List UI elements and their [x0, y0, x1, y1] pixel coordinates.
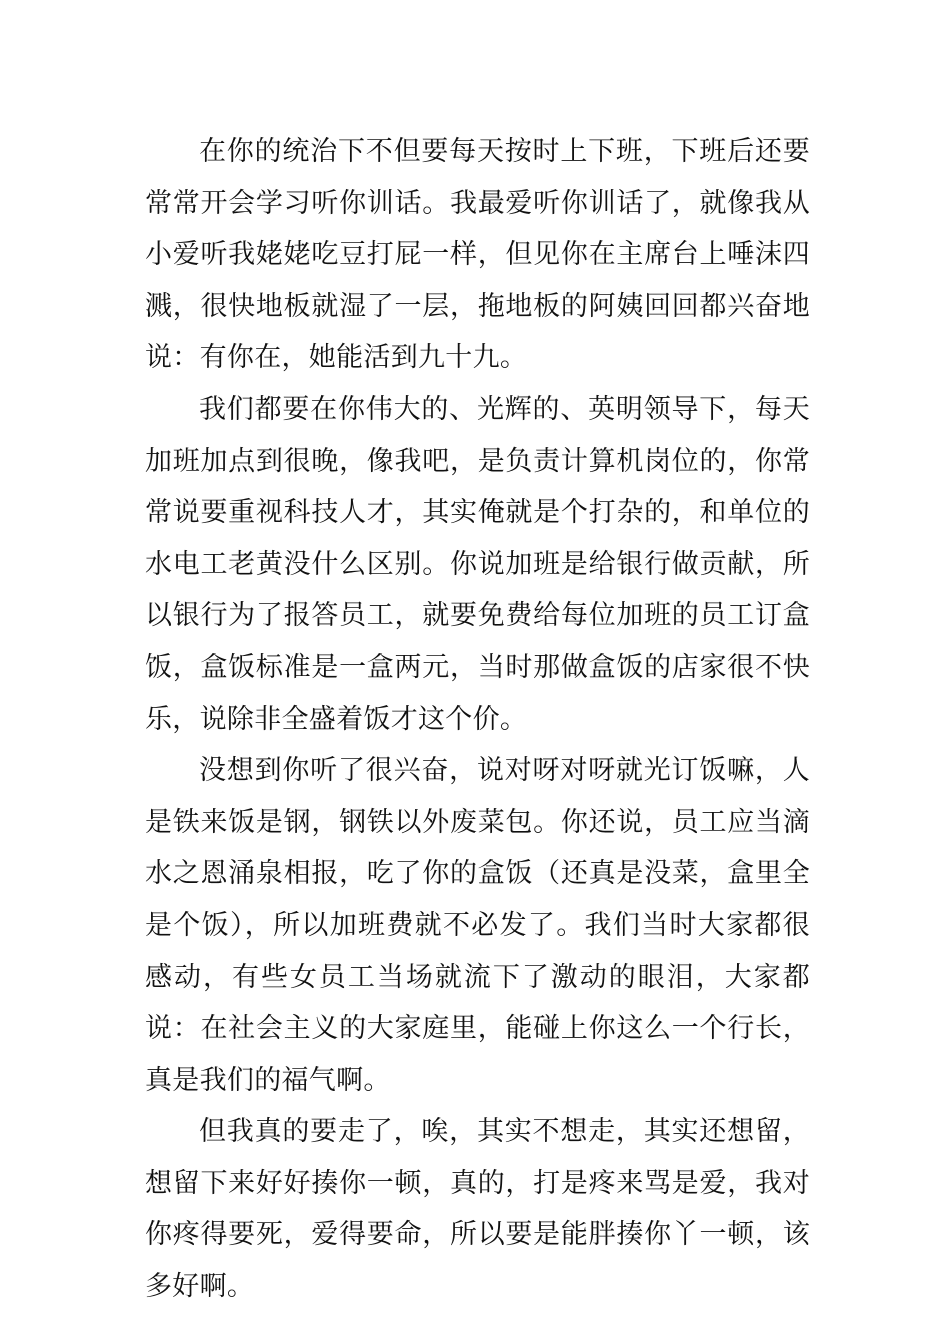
paragraph-2: 我们都要在你伟大的、光辉的、英明领导下，每天加班加点到很晚，像我吧，是负责计算机岗位的，你常常说要重视科技人才，其实俺就是个打杂的，和单位的水电工老黄没什么区别。你说加班是给银行做贡献，所以银行为了报答员工，就要免费给每位加班的员工订盒饭，盒饭标准是一盒两元，当时那做盒饭的店家很不快乐，说除非全盛着饭才这个价。 [145, 393, 810, 735]
paragraph-3: 没想到你听了很兴奋，说对呀对呀就光订饭嘛，人是铁来饭是钢，钢铁以外废菜包。你还说，员工应当滴水之恩涌泉相报，吃了你的盒饭（还真是没菜，盒里全是个饭），所以加班费就不必发了。我们当时大家都很感动，有些女员工当场就流下了激动的眼泪，大家都说：在社会主义的大家庭里，能碰上你这么一个行长，真是我们的福气啊。 [145, 755, 810, 1096]
document-body [145, 126, 810, 1313]
paragraph-1: 在你的统治下不但要每天按时上下班，下班后还要常常开会学习听你训话。我最爱听你训话了，就像我从小爱听我姥姥吃豆打屁一样，但见你在主席台上唾沫四溅，很快地板就湿了一层，拖地板的阿姨回回都兴奋地说：有你在，她能活到九十九。 [145, 136, 810, 374]
paragraph-4: 但我真的要走了，唉，其实不想走，其实还想留，想留下来好好揍你一顿，真的，打是疼来骂是爱，我对你疼得要死，爱得要命，所以要是能胖揍你丫一顿，该多好啊。 [145, 1116, 810, 1303]
